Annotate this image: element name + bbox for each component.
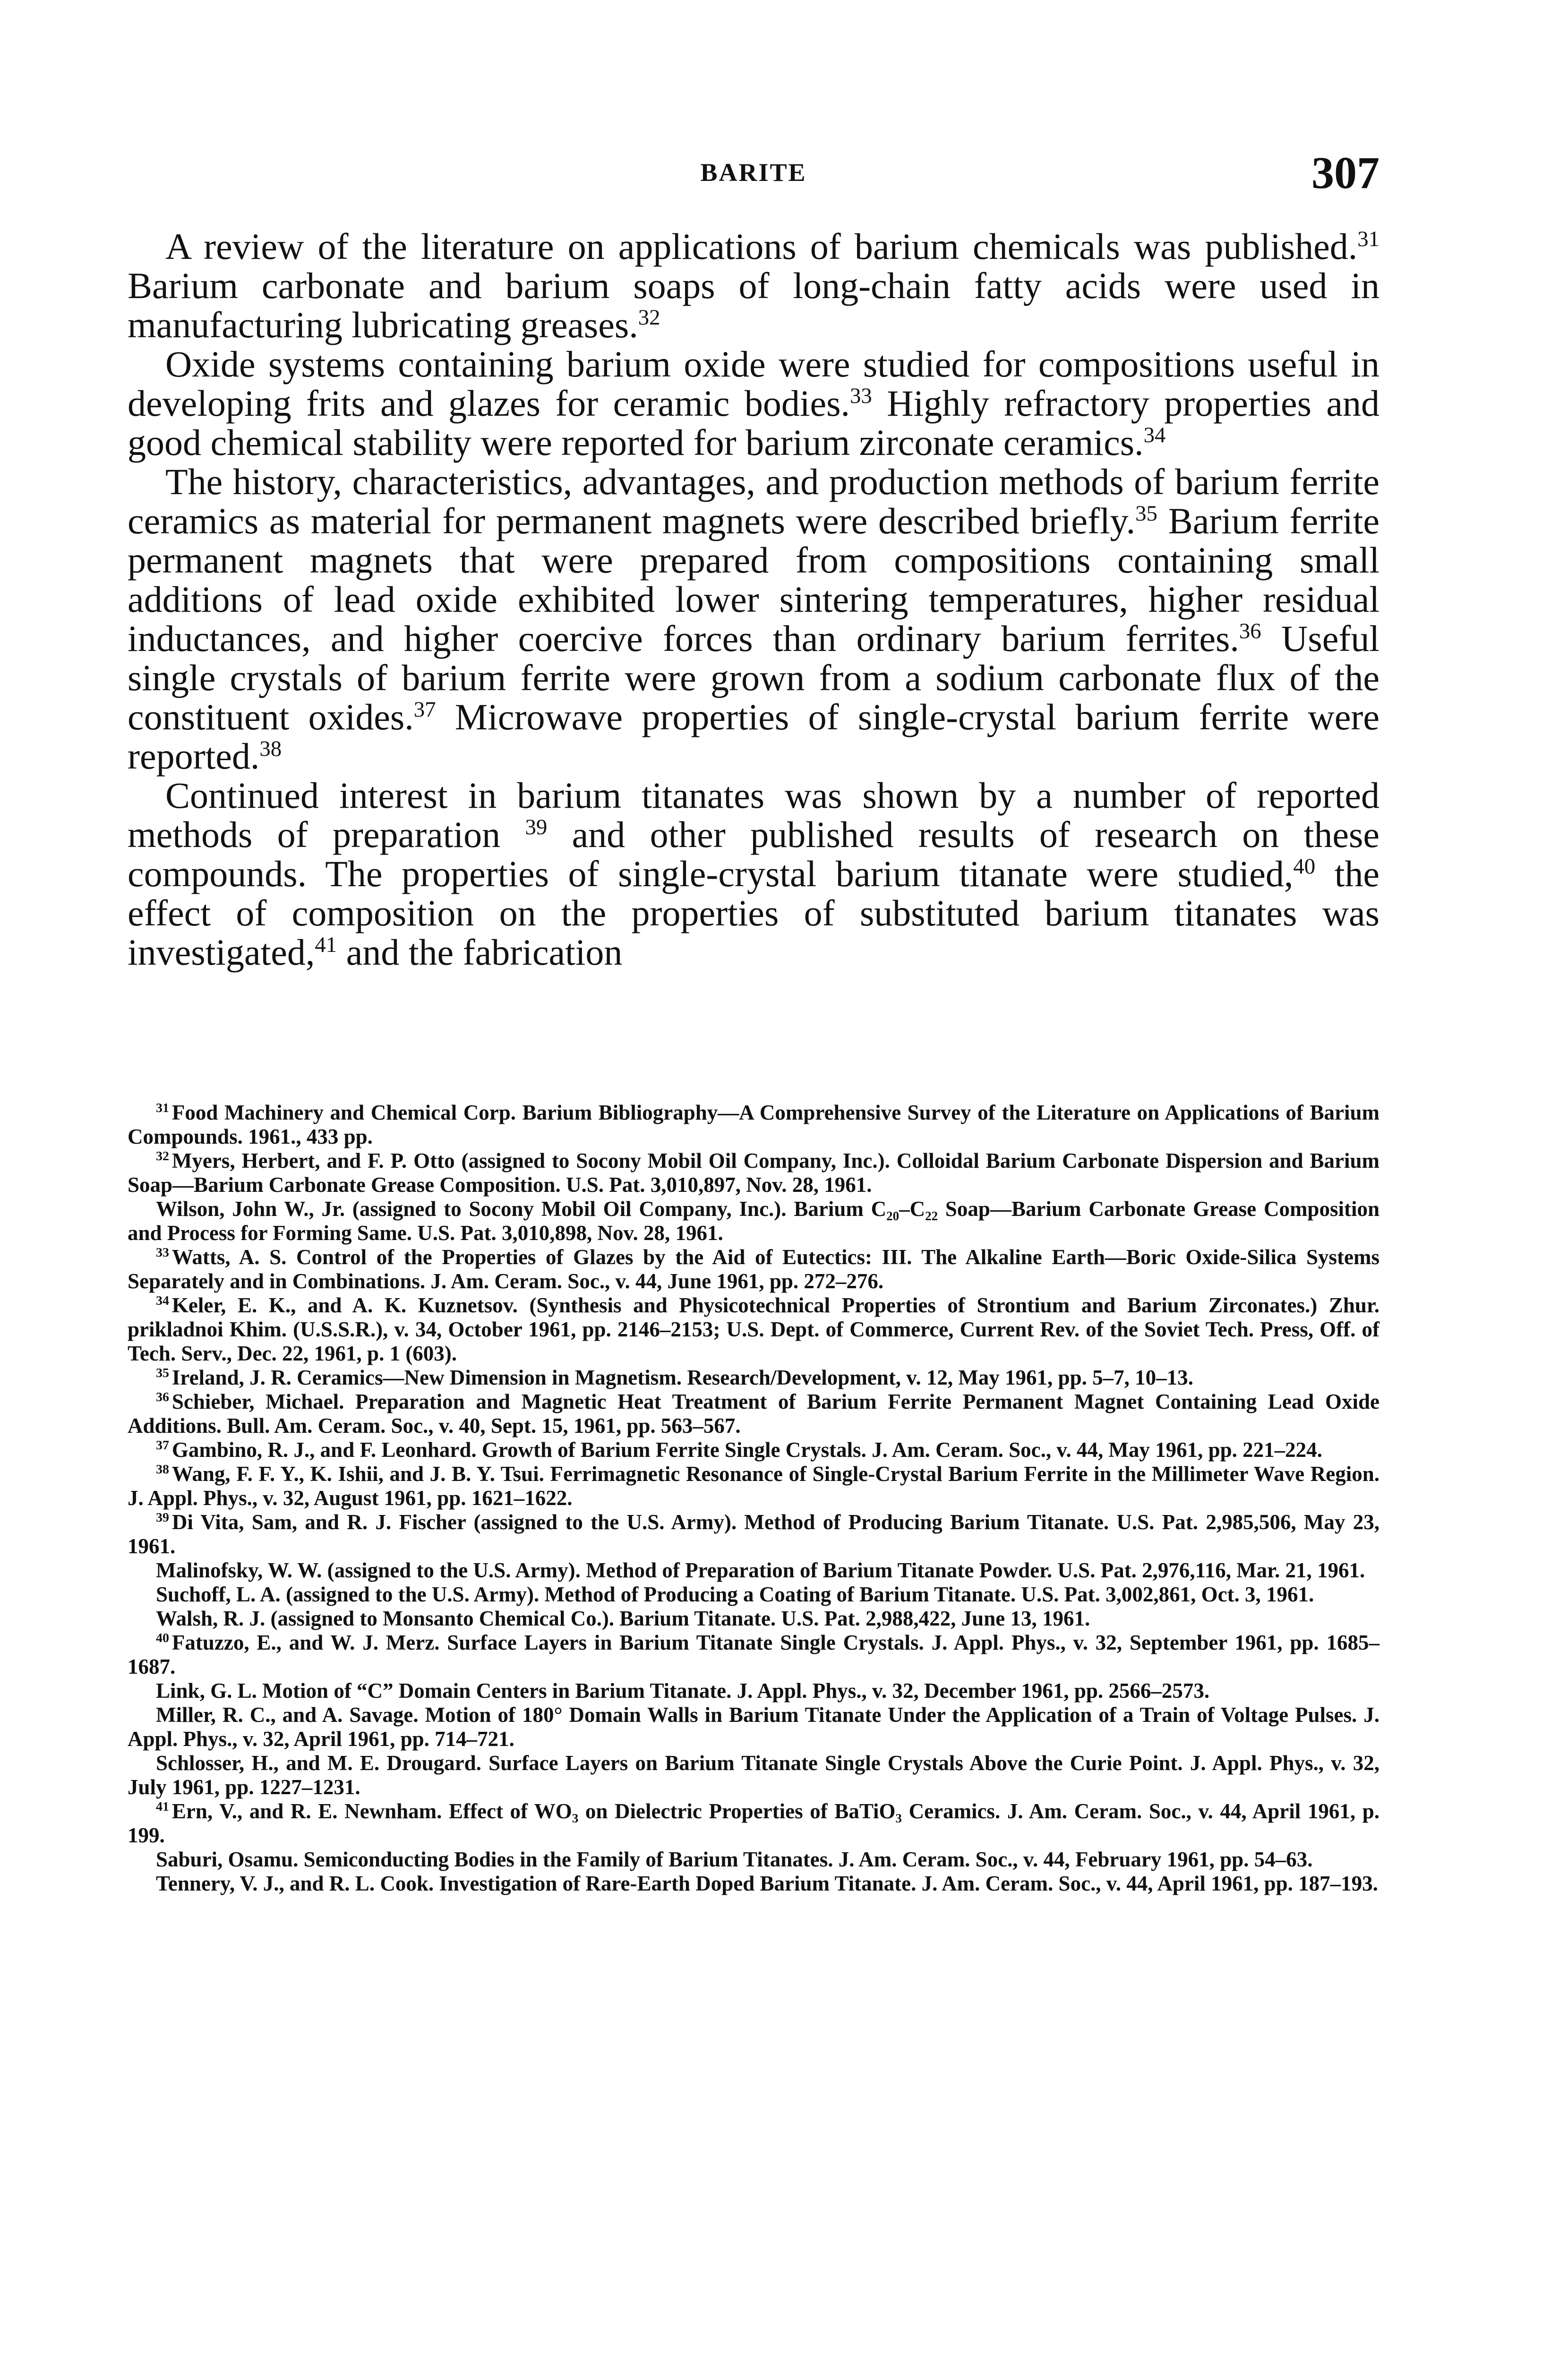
footnote-text: Food Machinery and Chemical Corp. Barium Bibliography—A Comprehensive Survey of the Literature on Applications of Barium Compounds. 1961., 433 pp. xyxy=(128,1101,1379,1148)
paragraph-text: Oxide systems containing barium oxide were studied for compositions useful in developing frits and glazes for ceramic bodies. xyxy=(128,343,1379,424)
footnote xyxy=(128,1149,1379,1197)
footnote xyxy=(128,1366,1379,1390)
page-number: 307 xyxy=(1311,147,1379,198)
footnote-reference: 39 xyxy=(525,815,548,839)
paragraph xyxy=(128,776,1379,972)
paragraph xyxy=(128,344,1379,462)
footnote-text: Tennery, V. J., and R. L. Cook. Investigation of Rare-Earth Doped Barium Titanate. J. Am. Ceram. Soc., v. 44, April 1961, pp. 187–193. xyxy=(156,1872,1378,1895)
footnote xyxy=(128,1197,1379,1245)
footnote xyxy=(128,1751,1379,1799)
footnote-text: Keler, E. K., and A. K. Kuznetsov. (Synthesis and Physicotechnical Properties of Strontium and Barium Zirconates.) Zhur. prikladnoi Khim. (U.S.S.R.), v. 34, October 1961, pp. 2146–2153; U.S. Dept. of Commerce, Current Rev. of the Soviet Tech. Press, Off. of Tech. Serv., Dec. 22, 1961, p. 1 (603). xyxy=(128,1293,1379,1365)
footnote xyxy=(128,1462,1379,1510)
footnote xyxy=(128,1799,1379,1848)
footnote xyxy=(128,1245,1379,1293)
footnote xyxy=(128,1607,1379,1631)
footnote xyxy=(128,1390,1379,1438)
footnote-number: 33 xyxy=(156,1245,169,1260)
footnote-text: Schlosser, H., and M. E. Drougard. Surface Layers on Barium Titanate Single Crystals Above the Curie Point. J. Appl. Phys., v. 32, July 1961, pp. 1227–1231. xyxy=(128,1751,1379,1799)
footnote-number: 32 xyxy=(156,1149,169,1164)
paragraph-text: The history, characteristics, advantages, and production methods of barium ferrite ceramics as material for permanent magnets were described briefly. xyxy=(128,461,1379,541)
footnote-text: Wilson, John W., Jr. (assigned to Socony Mobil Oil Company, Inc.). Barium C₂₀–C₂₂ Soap—Barium Carbonate Grease Composition and Process for Forming Same. U.S. Pat. 3,010,898, Nov. 28, 1961. xyxy=(128,1197,1379,1245)
footnote-reference: 37 xyxy=(413,697,436,722)
footnote-text: Miller, R. C., and A. Savage. Motion of 180° Domain Walls in Barium Titanate Under the Application of a Train of Voltage Pulses. J. Appl. Phys., v. 32, April 1961, pp. 714–721. xyxy=(128,1703,1379,1751)
footnote-number: 36 xyxy=(156,1390,169,1404)
footnote-text: Wang, F. F. Y., K. Ishii, and J. B. Y. Tsui. Ferrimagnetic Resonance of Single-Crystal Barium Ferrite in the Millimeter Wave Region. J. Appl. Phys., v. 32, August 1961, pp. 1621–1622. xyxy=(128,1462,1379,1510)
paragraph-text: Microwave properties of single-crystal barium ferrite were reported. xyxy=(128,696,1379,777)
footnote xyxy=(128,1872,1379,1896)
footnote xyxy=(128,1631,1379,1679)
footnote xyxy=(128,1558,1379,1583)
footnote-number: 34 xyxy=(156,1293,169,1308)
footnote-reference: 41 xyxy=(315,933,337,957)
paragraph-text: Continued interest in barium titanates was shown by a number of reported methods of preparation xyxy=(128,775,1379,855)
paragraph-text: and the fabrication xyxy=(337,932,623,973)
paragraph-text: Useful single crystals of barium ferrite were grown from a sodium carbonate flux of the constituent oxides. xyxy=(128,618,1380,737)
footnote xyxy=(128,1703,1379,1751)
footnote-text: Saburi, Osamu. Semiconducting Bodies in the Family of Barium Titanates. J. Am. Ceram. Soc., v. 44, February 1961, pp. 54–63. xyxy=(156,1848,1313,1871)
footnote-text: Walsh, R. J. (assigned to Monsanto Chemical Co.). Barium Titanate. U.S. Pat. 2,988,422, June 13, 1961. xyxy=(156,1607,1090,1630)
footnotes xyxy=(128,1101,1379,1896)
footnote-text: Di Vita, Sam, and R. J. Fischer (assigned to the U.S. Army). Method of Producing Barium Titanate. U.S. Pat. 2,985,506, May 23, 1961. xyxy=(128,1510,1379,1558)
footnote-text: Fatuzzo, E., and W. J. Merz. Surface Layers in Barium Titanate Single Crystals. J. Appl. Phys., v. 32, September 1961, pp. 1685–1687. xyxy=(128,1631,1379,1678)
footnote-reference: 33 xyxy=(850,384,872,408)
footnote xyxy=(128,1293,1379,1366)
paragraph-text: Barium ferrite permanent magnets that were prepared from compositions containing small additions of lead oxide exhibited lower sintering temperatures, higher residual inductances, and higher coercive forces than ordinary barium ferrites. xyxy=(128,500,1379,659)
footnote xyxy=(128,1438,1379,1462)
footnote-number: 35 xyxy=(156,1366,169,1380)
footnote-text: Suchoff, L. A. (assigned to the U.S. Army). Method of Producing a Coating of Barium Titanate. U.S. Pat. 3,002,861, Oct. 3, 1961. xyxy=(156,1583,1314,1606)
footnote-text: Ireland, J. R. Ceramics—New Dimension in Magnetism. Research/Development, v. 12, May 1961, pp. 5–7, 10–13. xyxy=(171,1366,1193,1389)
paragraph xyxy=(128,462,1379,776)
footnote-reference: 32 xyxy=(638,305,660,330)
footnote-text: Malinofsky, W. W. (assigned to the U.S. Army). Method of Preparation of Barium Titanate Powder. U.S. Pat. 2,976,116, Mar. 21, 1961. xyxy=(156,1558,1365,1582)
footnote-number: 41 xyxy=(156,1799,169,1814)
footnote-number: 39 xyxy=(156,1510,169,1525)
running-title: BARITE xyxy=(700,158,807,187)
footnote-reference: 40 xyxy=(1293,854,1316,879)
footnote xyxy=(128,1583,1379,1607)
footnote-number: 38 xyxy=(156,1462,169,1477)
footnote-reference: 35 xyxy=(1135,501,1157,526)
footnote xyxy=(128,1679,1379,1703)
footnote-reference: 36 xyxy=(1239,619,1261,643)
footnote-reference: 31 xyxy=(1357,227,1379,251)
footnote xyxy=(128,1510,1379,1558)
footnote-number: 40 xyxy=(156,1631,169,1645)
footnote-number: 31 xyxy=(156,1101,169,1115)
footnote-text: Ern, V., and R. E. Newnham. Effect of WO₃ on Dielectric Properties of BaTiO₃ Ceramics. J. Am. Ceram. Soc., v. 44, April 1961, p. 199. xyxy=(128,1799,1379,1847)
footnote-reference: 34 xyxy=(1143,423,1166,447)
footnote xyxy=(128,1848,1379,1872)
paragraph-text: Barium carbonate and barium soaps of long-chain fatty acids were used in manufacturing lubricating greases. xyxy=(128,265,1379,345)
footnote-text: Watts, A. S. Control of the Properties of Glazes by the Aid of Eutectics: III. The Alkaline Earth—Boric Oxide-Silica Systems Separately and in Combinations. J. Am. Ceram. Soc., v. 44, June 1961, pp. 272–276. xyxy=(128,1245,1379,1293)
footnote-reference: 38 xyxy=(259,736,282,761)
paragraph-text: Highly refractory properties and good chemical stability were reported for barium zirconate ceramics. xyxy=(128,383,1380,463)
footnote-text: Gambino, R. J., and F. Leonhard. Growth of Barium Ferrite Single Crystals. J. Am. Ceram. Soc., v. 44, May 1961, pp. 221–224. xyxy=(171,1438,1322,1462)
paragraph-text: and other published results of research on these compounds. The properties of single-crystal barium titanate were studied, xyxy=(128,814,1379,894)
paragraph xyxy=(128,227,1379,344)
page-header xyxy=(128,146,1379,198)
paragraph-text: A review of the literature on applications of barium chemicals was published. xyxy=(165,226,1358,267)
footnote-number: 37 xyxy=(156,1438,169,1453)
footnote-text: Schieber, Michael. Preparation and Magnetic Heat Treatment of Barium Ferrite Permanent Magnet Containing Lead Oxide Additions. Bull. Am. Ceram. Soc., v. 40, Sept. 15, 1961, pp. 563–567. xyxy=(128,1390,1379,1438)
footnote-text: Link, G. L. Motion of “C” Domain Centers in Barium Titanate. J. Appl. Phys., v. 32, December 1961, pp. 2566–2573. xyxy=(156,1679,1210,1703)
body-text xyxy=(128,227,1379,972)
footnote-text: Myers, Herbert, and F. P. Otto (assigned to Socony Mobil Oil Company, Inc.). Colloidal Barium Carbonate Dispersion and Barium Soap—Barium Carbonate Grease Composition. U.S. Pat. 3,010,897, Nov. 28, 1961. xyxy=(128,1149,1379,1197)
footnote xyxy=(128,1101,1379,1149)
paragraph-text: the effect of composition on the properties of substituted barium titanates was investigated, xyxy=(128,853,1380,973)
